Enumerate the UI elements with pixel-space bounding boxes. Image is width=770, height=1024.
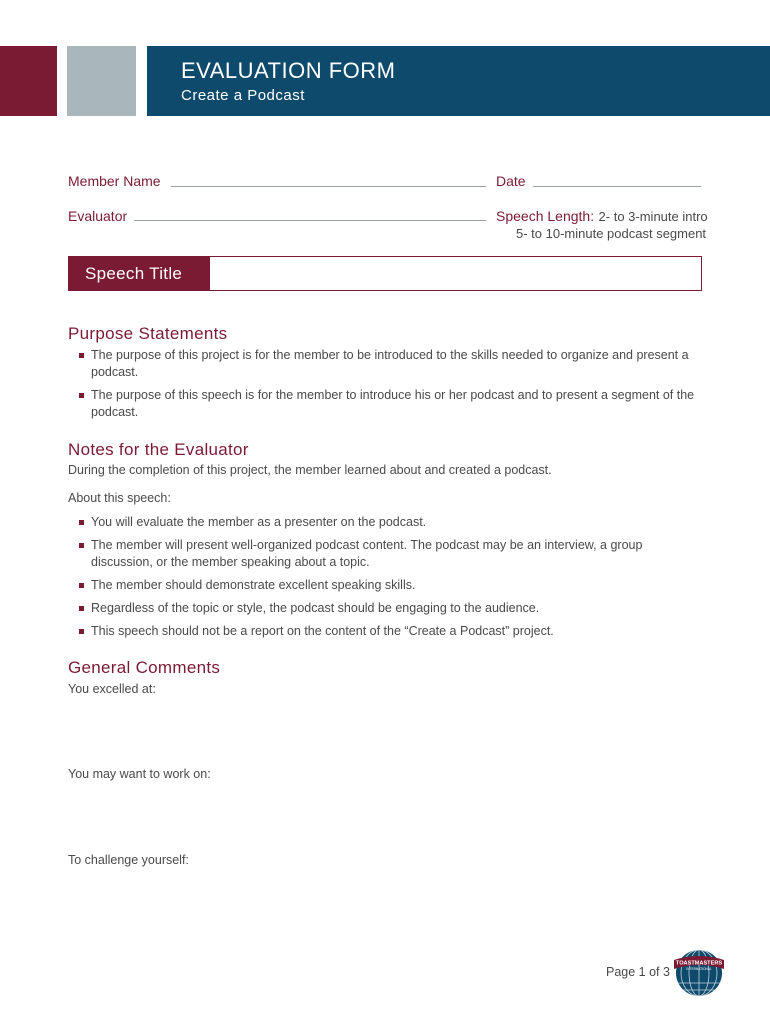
logo-subtext: INTERNATIONAL — [686, 967, 712, 971]
bullet-square-icon — [79, 629, 84, 634]
challenge-label: To challenge yourself: — [68, 853, 189, 867]
header-red-block — [0, 46, 57, 116]
bullet-square-icon — [79, 606, 84, 611]
speech-length-segment: 5- to 10-minute podcast segment — [516, 226, 707, 241]
list-item: The purpose of this project is for the member to be introduced to the skills needed to organize and present a podcast. — [79, 347, 704, 381]
bullet-square-icon — [79, 393, 84, 398]
speech-length-intro: 2- to 3-minute intro — [598, 209, 708, 224]
notes-heading: Notes for the Evaluator — [68, 440, 249, 459]
evaluator-field[interactable] — [134, 220, 486, 221]
bullet-square-icon — [79, 353, 84, 358]
notes-about: About this speech: — [68, 491, 171, 505]
list-item: You will evaluate the member as a presenter on the podcast. — [79, 514, 659, 531]
list-item: This speech should not be a report on the content of the “Create a Podcast” project. — [79, 623, 659, 640]
toastmasters-logo-icon — [671, 946, 727, 998]
list-item: Regardless of the topic or style, the podcast should be engaging to the audience. — [79, 600, 659, 617]
logo-text: TOASTMASTERS — [675, 960, 723, 967]
challenge-field[interactable] — [68, 872, 704, 936]
speech-length-label: Speech Length: — [496, 208, 595, 224]
list-item: The purpose of this speech is for the member to introduce his or her podcast and to present a segment of the podcast. — [79, 387, 704, 421]
header-banner — [147, 46, 770, 116]
header-gray-block — [67, 46, 136, 116]
speech-length — [496, 208, 708, 226]
date-label: Date — [496, 173, 526, 189]
speech-title-label: Speech Title — [69, 257, 210, 290]
notes-list — [79, 514, 659, 640]
notes-intro: During the completion of this project, the member learned about and created a podcast. — [68, 463, 552, 477]
evaluator-label: Evaluator — [68, 208, 128, 224]
list-item: The member will present well-organized podcast content. The podcast may be an interview, a group discussion, or the member speaking about a topic. — [79, 537, 659, 571]
work-on-label: You may want to work on: — [68, 767, 211, 781]
member-name-field[interactable] — [171, 186, 486, 187]
bullet-square-icon — [79, 520, 84, 525]
excelled-label: You excelled at: — [68, 682, 156, 696]
purpose-list — [79, 347, 704, 421]
page-number: Page 1 of 3 — [606, 965, 670, 979]
form-title: EVALUATION FORM — [181, 58, 396, 83]
bullet-square-icon — [79, 583, 84, 588]
bullet-square-icon — [79, 543, 84, 548]
comments-heading: General Comments — [68, 658, 221, 677]
excelled-field[interactable] — [68, 700, 704, 764]
speech-title-box — [68, 256, 702, 291]
purpose-heading: Purpose Statements — [68, 324, 228, 343]
list-item: The member should demonstrate excellent speaking skills. — [79, 577, 659, 594]
work-on-field[interactable] — [68, 786, 704, 850]
member-name-label: Member Name — [68, 173, 161, 189]
speech-title-input[interactable] — [211, 257, 701, 290]
date-field[interactable] — [533, 186, 701, 187]
form-subtitle: Create a Podcast — [181, 87, 305, 104]
